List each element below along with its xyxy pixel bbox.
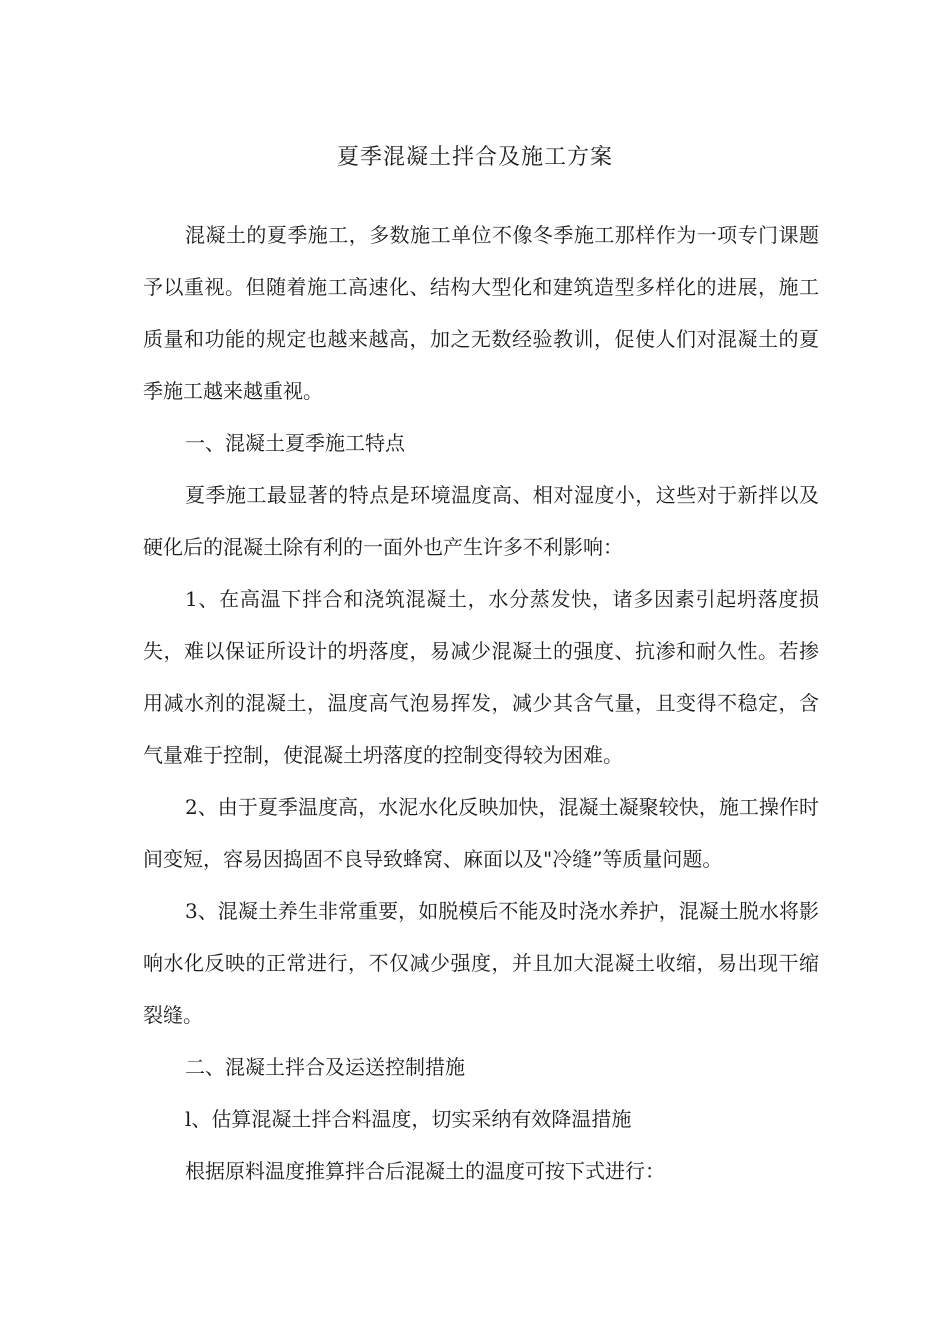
document-title: 夏季混凝土拌合及施工方案 — [336, 145, 613, 170]
document-body — [143, 209, 819, 1197]
list-item-3: 3、混凝土养生非常重要，如脱模后不能及时浇水养护，混凝土脱水将影响水化反映的正常进行，不仅减少强度，并且加大混凝土收缩，易出现干缩裂缝。 — [143, 899, 819, 1027]
subsection-heading-1: l、估算混凝土拌合料温度，切实采纳有效降温措施 — [185, 1107, 632, 1131]
list-item-2: 2、由于夏季温度高，水泥水化反映加快，混凝土凝聚较快，施工操作时间变短，容易因捣固不良导致蜂窝、麻面以及"冷缝”等质量问题。 — [143, 795, 819, 871]
section-heading-2: 二、混凝土拌合及运送控制措施 — [185, 1055, 465, 1079]
list-item-1: 1、在高温下拌合和浇筑混凝土，水分蒸发快，诸多因素引起坍落度损失，难以保证所设计的坍落度，易减少混凝土的强度、抗渗和耐久性。若掺用减水剂的混凝土，温度高气泡易挥发，减少其含气量，且变得不稳定，含气量难于控制，使混凝土坍落度的控制变得较为困难。 — [143, 587, 819, 767]
section-heading-1: 一、混凝土夏季施工特点 — [185, 431, 405, 455]
paragraph-characteristics: 夏季施工最显著的特点是环境温度高、相对湿度小，这些对于新拌以及硬化后的混凝土除有利的一面外也产生许多不利影响： — [143, 483, 819, 559]
paragraph-formula-intro: 根据原料温度推算拌合后混凝土的温度可按下式进行： — [185, 1159, 665, 1183]
paragraph-intro: 混凝土的夏季施工，多数施工单位不像冬季施工那样作为一项专门课题予以重视。但随着施工高速化、结构大型化和建筑造型多样化的进展，施工质量和功能的规定也越来越高，加之无数经验教训，促使人们对混凝土的夏季施工越来越重视。 — [143, 223, 819, 403]
